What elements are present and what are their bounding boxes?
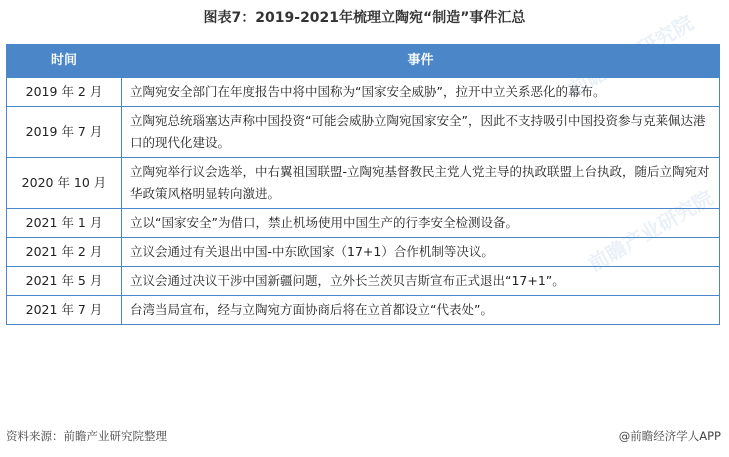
- row-time: 2021 年 2 月: [7, 238, 122, 267]
- row-time: 2021 年 7 月: [7, 296, 122, 325]
- row-event: 立陶宛安全部门在年度报告中将中国称为“国家安全威胁”，拉开中立关系恶化的幕布。: [122, 78, 720, 107]
- table-row: [7, 296, 720, 325]
- table-header-row: [7, 45, 720, 78]
- row-time: 2019 年 7 月: [7, 107, 122, 158]
- row-event: 立议会通过有关退出中国-中东欧国家（17+1）合作机制等决议。: [122, 238, 720, 267]
- row-event: 台湾当局宣布，经与立陶宛方面协商后将在立首都设立“代表处”。: [122, 296, 720, 325]
- row-time: 2019 年 2 月: [7, 78, 122, 107]
- events-table: [6, 44, 720, 325]
- brand-credit: @前瞻经济学人APP: [618, 429, 721, 443]
- table-row: [7, 238, 720, 267]
- row-event: 立以“国家安全”为借口，禁止机场使用中国生产的行李安全检测设备。: [122, 209, 720, 238]
- header-event: 事件: [122, 45, 720, 78]
- table-row: [7, 158, 720, 209]
- watermark: 前瞻产业研究院: [584, 185, 718, 277]
- table-row: [7, 78, 720, 107]
- table-row: [7, 267, 720, 296]
- header-time: 时间: [7, 45, 122, 78]
- row-time: 2021 年 1 月: [7, 209, 122, 238]
- row-event: 立议会通过决议干涉中国新疆问题，立外长兰茨贝吉斯宣布正式退出“17+1”。: [122, 267, 720, 296]
- chart-title: 图表7：2019-2021年梳理立陶宛“制造”事件汇总: [203, 10, 526, 26]
- row-time: 2020 年 10 月: [7, 158, 122, 209]
- table-row: [7, 209, 720, 238]
- row-event: 立陶宛举行议会选举，中右翼祖国联盟-立陶宛基督教民主党人党主导的执政联盟上台执政，随后立陶宛对华政策风格明显转向激进。: [122, 158, 720, 209]
- row-time: 2021 年 5 月: [7, 267, 122, 296]
- row-event: 立陶宛总统瑙塞达声称中国投资“可能会威胁立陶宛国家安全”，因此不支持吸引中国投资参与克莱佩达港口的现代化建设。: [122, 107, 720, 158]
- table-row: [7, 107, 720, 158]
- source-note: 资料来源：前瞻产业研究院整理: [6, 429, 167, 443]
